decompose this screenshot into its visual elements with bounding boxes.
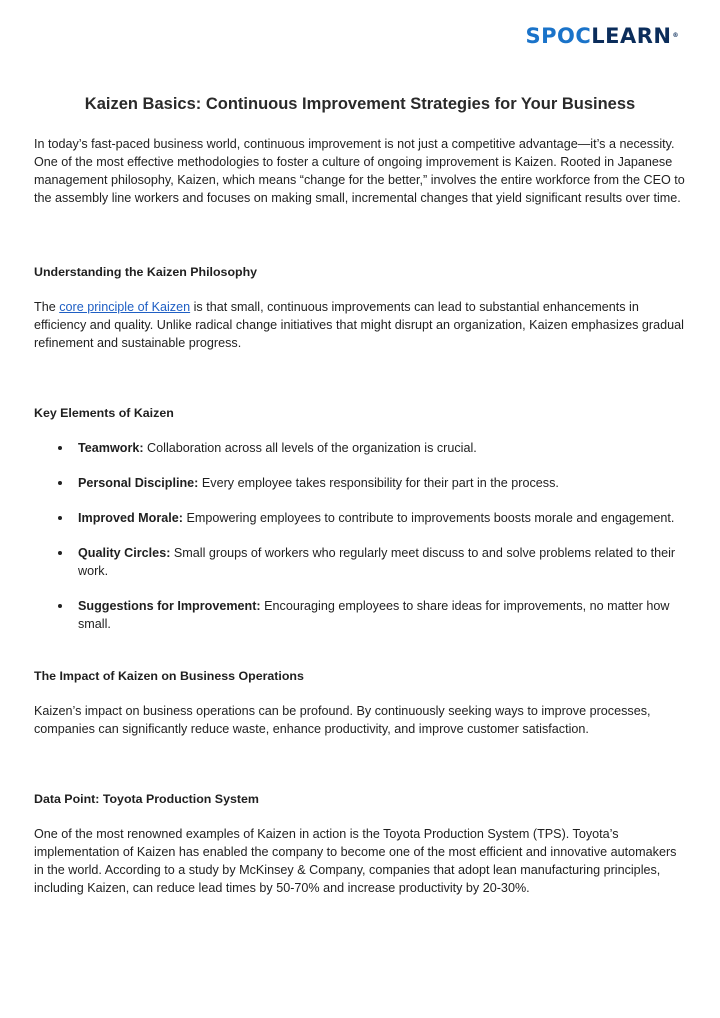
list-item-term: Personal Discipline: <box>78 476 199 490</box>
spoclearn-logo <box>525 24 679 48</box>
philosophy-text-post: is that small, continuous improvements can lead to substantial enhancements in efficiency and quality. Unlike radical change initiatives that might disrupt an organization, Kaizen emphasizes gradual refinement and sustainable progress. <box>34 300 684 350</box>
list-item-text: Every employee takes responsibility for their part in the process. <box>198 476 559 490</box>
list-item-teamwork <box>34 439 686 457</box>
section-heading-philosophy: Understanding the Kaizen Philosophy <box>34 265 258 279</box>
article-body <box>34 135 686 897</box>
logo-part-learn: LEARN <box>591 24 672 48</box>
toyota-paragraph: One of the most renowned examples of Kaizen in action is the Toyota Production System (TPS). Toyota’s implementation of Kaizen has enabled the company to become one of the most efficient and innovative automakers in the world. According to a study by McKinsey & Company, companies that adopt lean manufacturing principles, including Kaizen, can reduce lead times by 50-70% and increase productivity by 20-30%. <box>34 827 677 895</box>
list-item-quality-circles <box>34 544 686 580</box>
philosophy-text-pre: The <box>34 300 60 314</box>
logo-part-spoc: SPOC <box>525 24 592 48</box>
intro-paragraph: In today’s fast-paced business world, continuous improvement is not just a competitive advantage—it’s a necessity. One of the most effective methodologies to foster a culture of ongoing improvement is Kaizen. Rooted in Japanese management philosophy, Kaizen, which means “change for the better,” involves the entire workforce from the CEO to the assembly line workers and focuses on making small, incremental changes that yield significant results over time. <box>34 137 685 205</box>
list-item-text: Empowering employees to contribute to improvements boosts morale and engagement. <box>182 511 675 525</box>
list-item-term: Improved Morale: <box>78 511 183 525</box>
core-principle-link[interactable]: core principle of Kaizen <box>59 300 191 314</box>
key-elements-list <box>34 439 686 633</box>
logo-registered-mark: ® <box>672 32 679 39</box>
impact-paragraph: Kaizen’s impact on business operations can be profound. By continuously seeking ways to improve processes, companies can significantly reduce waste, enhance productivity, and improve customer satisfaction. <box>34 704 651 736</box>
section-heading-impact: The Impact of Kaizen on Business Operations <box>34 669 304 683</box>
list-item-term: Suggestions for Improvement: <box>78 599 261 613</box>
list-item-text: Small groups of workers who regularly meet discuss to and solve problems related to their work. <box>78 546 676 578</box>
page-title: Kaizen Basics: Continuous Improvement Strategies for Your Business <box>84 95 636 113</box>
section-heading-toyota: Data Point: Toyota Production System <box>34 792 259 806</box>
philosophy-paragraph <box>34 298 686 352</box>
list-item-term: Teamwork: <box>78 441 144 455</box>
list-item-suggestions <box>34 597 686 633</box>
list-item-improved-morale <box>34 509 686 527</box>
list-item-text: Encouraging employees to share ideas for improvements, no matter how small. <box>78 599 670 631</box>
list-item-text: Collaboration across all levels of the organization is crucial. <box>143 441 477 455</box>
section-heading-key-elements: Key Elements of Kaizen <box>34 406 174 420</box>
list-item-personal-discipline <box>34 474 686 492</box>
list-item-term: Quality Circles: <box>78 546 171 560</box>
